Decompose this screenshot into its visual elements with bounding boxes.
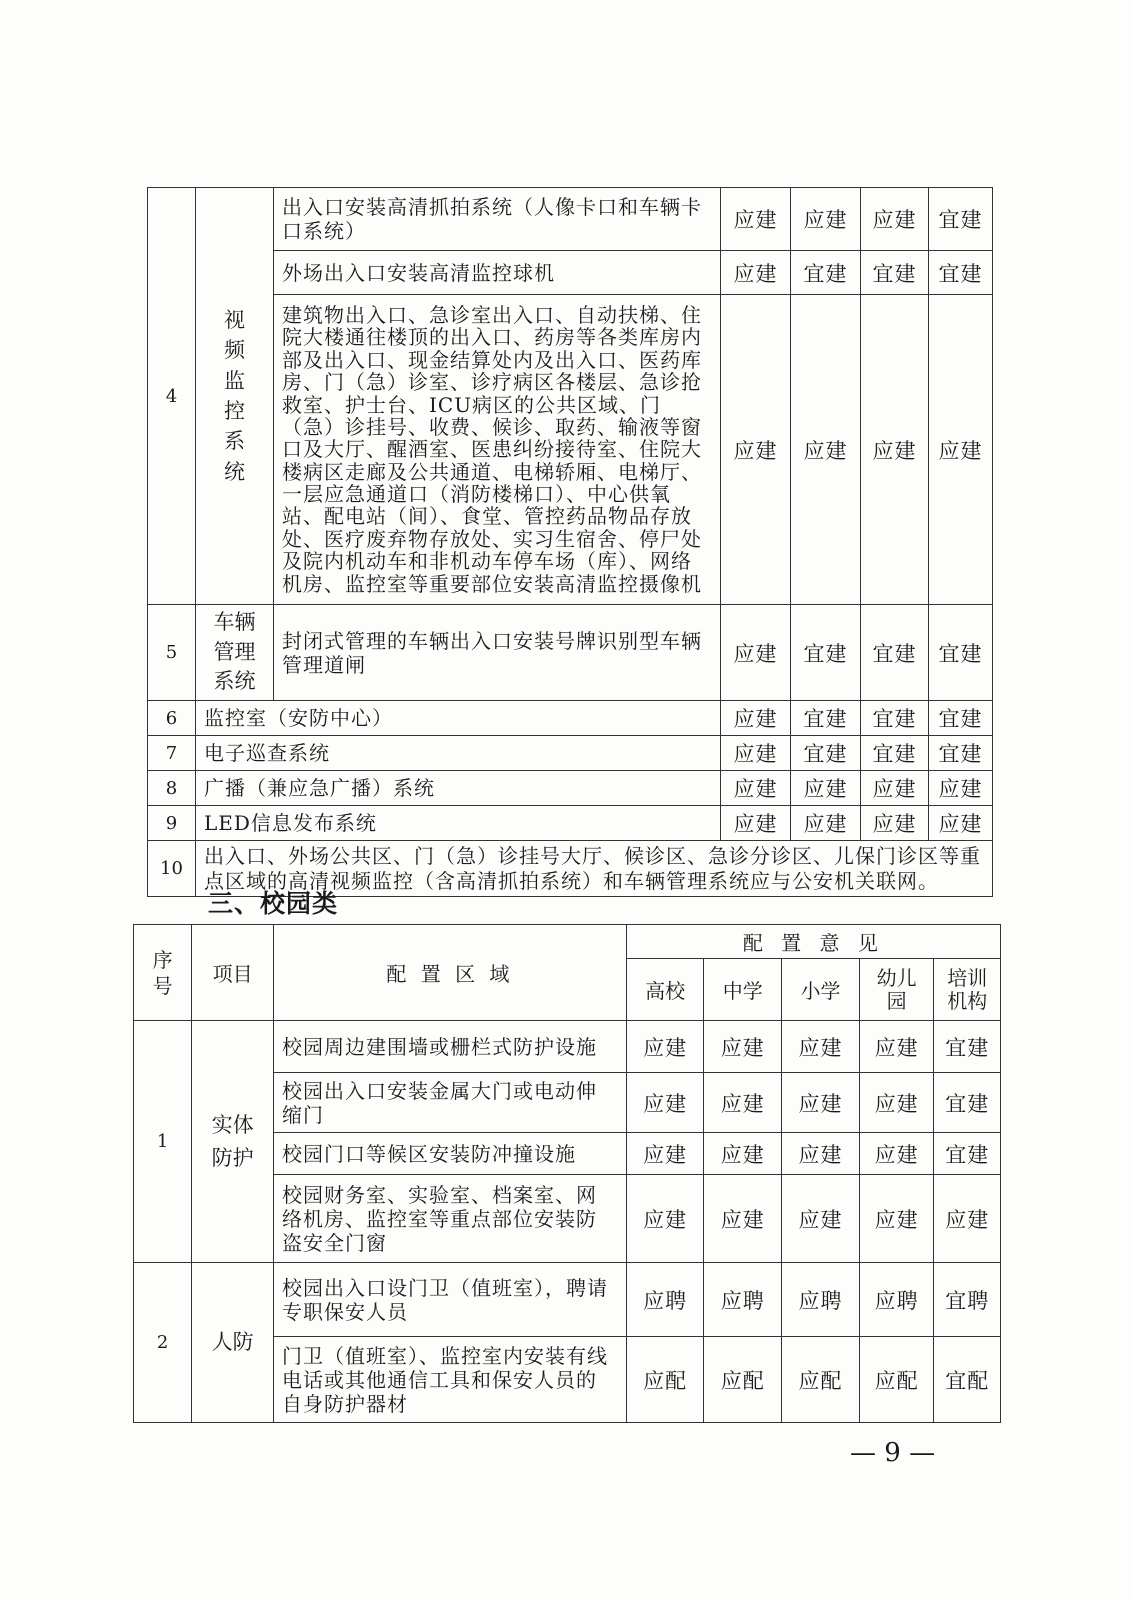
header-project: 项目 bbox=[192, 925, 274, 1021]
config-value: 应建 bbox=[721, 806, 791, 841]
config-area: 封闭式管理的车辆出入口安装号牌识别型车辆管理道闸 bbox=[274, 605, 721, 701]
config-value: 应建 bbox=[721, 736, 791, 771]
config-value: 应建 bbox=[929, 295, 993, 605]
config-value: 宜建 bbox=[861, 701, 929, 736]
table-row bbox=[148, 188, 993, 251]
config-value: 宜建 bbox=[934, 1021, 1001, 1073]
row-number: 5 bbox=[148, 605, 196, 701]
config-value: 应配 bbox=[626, 1337, 704, 1423]
project-name: 人防 bbox=[192, 1263, 274, 1423]
config-item: 电子巡查系统 bbox=[196, 736, 721, 771]
config-area: 建筑物出入口、急诊室出入口、自动扶梯、住院大楼通往楼顶的出入口、药房等各类库房内部及出入口、现金结算处内及出入口、医药库房、门（急）诊室、诊疗病区各楼层、急诊抢救室、护士台、ICU病区的公共区域、门（急）诊挂号、收费、候诊、取药、输液等窗口及大厅、醒酒室、医患纠纷接待室、住院大楼病区走廊及公共通道、电梯轿厢、电梯厅、一层应急通道口（消防楼梯口）、中心供氧站、配电站（间）、食堂、管控药品物品存放处、医疗废弃物存放处、实习生宿舍、停尸处及院内机动车和非机动车停车场（库）、网络机房、监控室等重要部位安装高清监控摄像机 bbox=[274, 295, 721, 605]
config-value: 应配 bbox=[704, 1337, 782, 1423]
config-value: 应聘 bbox=[704, 1263, 782, 1337]
system-name: 视频监控系统 bbox=[196, 188, 274, 605]
config-value: 应建 bbox=[782, 1175, 860, 1263]
config-value: 宜建 bbox=[934, 1073, 1001, 1133]
config-value: 宜配 bbox=[934, 1337, 1001, 1423]
config-area: 门卫（值班室）、监控室内安装有线电话或其他通信工具和保安人员的自身防护器材 bbox=[274, 1337, 627, 1423]
config-value: 应建 bbox=[704, 1073, 782, 1133]
config-value: 应建 bbox=[626, 1021, 704, 1073]
config-value: 应建 bbox=[791, 806, 861, 841]
header-col: 小学 bbox=[782, 959, 860, 1021]
config-value: 应建 bbox=[791, 771, 861, 806]
config-value: 宜建 bbox=[861, 736, 929, 771]
config-value: 应聘 bbox=[626, 1263, 704, 1337]
config-value: 宜建 bbox=[929, 251, 993, 295]
config-value: 应建 bbox=[861, 295, 929, 605]
config-value: 应建 bbox=[859, 1133, 934, 1175]
config-value: 应建 bbox=[704, 1175, 782, 1263]
row-number: 2 bbox=[134, 1263, 192, 1423]
config-area: 校园门口等候区安装防冲撞设施 bbox=[274, 1133, 627, 1175]
table-row bbox=[134, 1021, 1001, 1073]
config-value: 应建 bbox=[626, 1073, 704, 1133]
config-value: 宜建 bbox=[791, 605, 861, 701]
config-value: 应建 bbox=[791, 295, 861, 605]
config-value: 宜聘 bbox=[934, 1263, 1001, 1337]
config-value: 应建 bbox=[861, 771, 929, 806]
config-area: 校园周边建围墙或栅栏式防护设施 bbox=[274, 1021, 627, 1073]
table-row bbox=[148, 701, 993, 736]
row-number: 7 bbox=[148, 736, 196, 771]
table-row bbox=[148, 605, 993, 701]
networking-note: 出入口、外场公共区、门（急）诊挂号大厅、候诊区、急诊分诊区、儿保门诊区等重点区域的高清视频监控（含高清抓拍系统）和车辆管理系统应与公安机关联网。 bbox=[196, 841, 993, 897]
config-value: 应建 bbox=[721, 251, 791, 295]
header-col: 高校 bbox=[626, 959, 704, 1021]
config-value: 应配 bbox=[859, 1337, 934, 1423]
config-item: LED信息发布系统 bbox=[196, 806, 721, 841]
system-name: 车辆管理系统 bbox=[196, 605, 274, 701]
section-heading: 三、校园类 bbox=[208, 889, 339, 918]
config-value: 宜建 bbox=[929, 188, 993, 251]
row-number: 10 bbox=[148, 841, 196, 897]
header-area: 配 置 区 域 bbox=[274, 925, 627, 1021]
config-value: 宜建 bbox=[929, 736, 993, 771]
row-number: 6 bbox=[148, 701, 196, 736]
config-value: 应建 bbox=[704, 1133, 782, 1175]
config-value: 宜建 bbox=[791, 701, 861, 736]
header-opinion: 配 置 意 见 bbox=[626, 925, 1000, 959]
config-area: 校园出入口安装金属大门或电动伸缩门 bbox=[274, 1073, 627, 1133]
config-value: 应聘 bbox=[859, 1263, 934, 1337]
page-number: — 9 — bbox=[850, 1438, 936, 1468]
config-value: 应建 bbox=[782, 1073, 860, 1133]
config-value: 应建 bbox=[859, 1021, 934, 1073]
config-value: 应建 bbox=[782, 1133, 860, 1175]
config-area: 外场出入口安装高清监控球机 bbox=[274, 251, 721, 295]
config-value: 应建 bbox=[721, 771, 791, 806]
config-value: 应建 bbox=[929, 806, 993, 841]
table-row bbox=[148, 251, 993, 295]
config-area: 校园财务室、实验室、档案室、网络机房、监控室等重点部位安装防盗安全门窗 bbox=[274, 1175, 627, 1263]
config-value: 应建 bbox=[626, 1175, 704, 1263]
config-value: 宜建 bbox=[929, 701, 993, 736]
config-value: 应建 bbox=[704, 1021, 782, 1073]
table-row bbox=[148, 295, 993, 605]
config-value: 应聘 bbox=[782, 1263, 860, 1337]
row-number: 9 bbox=[148, 806, 196, 841]
config-value: 应建 bbox=[859, 1175, 934, 1263]
config-area: 校园出入口设门卫（值班室），聘请专职保安人员 bbox=[274, 1263, 627, 1337]
config-item: 广播（兼应急广播）系统 bbox=[196, 771, 721, 806]
config-value: 应建 bbox=[934, 1175, 1001, 1263]
table-row bbox=[148, 806, 993, 841]
config-area: 出入口安装高清抓拍系统（人像卡口和车辆卡口系统） bbox=[274, 188, 721, 251]
config-value: 应配 bbox=[782, 1337, 860, 1423]
table-header-row bbox=[134, 925, 1001, 959]
config-value: 应建 bbox=[721, 295, 791, 605]
row-number: 4 bbox=[148, 188, 196, 605]
table-row bbox=[148, 771, 993, 806]
config-value: 应建 bbox=[791, 188, 861, 251]
config-value: 宜建 bbox=[861, 251, 929, 295]
config-value: 应建 bbox=[626, 1133, 704, 1175]
header-col: 幼儿园 bbox=[859, 959, 934, 1021]
config-value: 宜建 bbox=[929, 605, 993, 701]
config-value: 应建 bbox=[721, 701, 791, 736]
table-row bbox=[148, 736, 993, 771]
table-row bbox=[134, 1263, 1001, 1337]
security-config-table-hospital bbox=[147, 187, 993, 897]
config-value: 应建 bbox=[721, 188, 791, 251]
row-number: 8 bbox=[148, 771, 196, 806]
config-value: 应建 bbox=[782, 1021, 860, 1073]
config-item: 监控室（安防中心） bbox=[196, 701, 721, 736]
config-value: 应建 bbox=[859, 1073, 934, 1133]
config-value: 应建 bbox=[929, 771, 993, 806]
config-value: 宜建 bbox=[861, 605, 929, 701]
header-seq: 序号 bbox=[134, 925, 192, 1021]
config-value: 宜建 bbox=[791, 736, 861, 771]
row-number: 1 bbox=[134, 1021, 192, 1263]
header-col: 中学 bbox=[704, 959, 782, 1021]
config-value: 宜建 bbox=[934, 1133, 1001, 1175]
config-value: 应建 bbox=[861, 806, 929, 841]
header-col: 培训机构 bbox=[934, 959, 1001, 1021]
config-value: 应建 bbox=[721, 605, 791, 701]
config-value: 宜建 bbox=[791, 251, 861, 295]
project-name: 实体防护 bbox=[192, 1021, 274, 1263]
config-value: 应建 bbox=[861, 188, 929, 251]
security-config-table-campus bbox=[133, 924, 1001, 1423]
